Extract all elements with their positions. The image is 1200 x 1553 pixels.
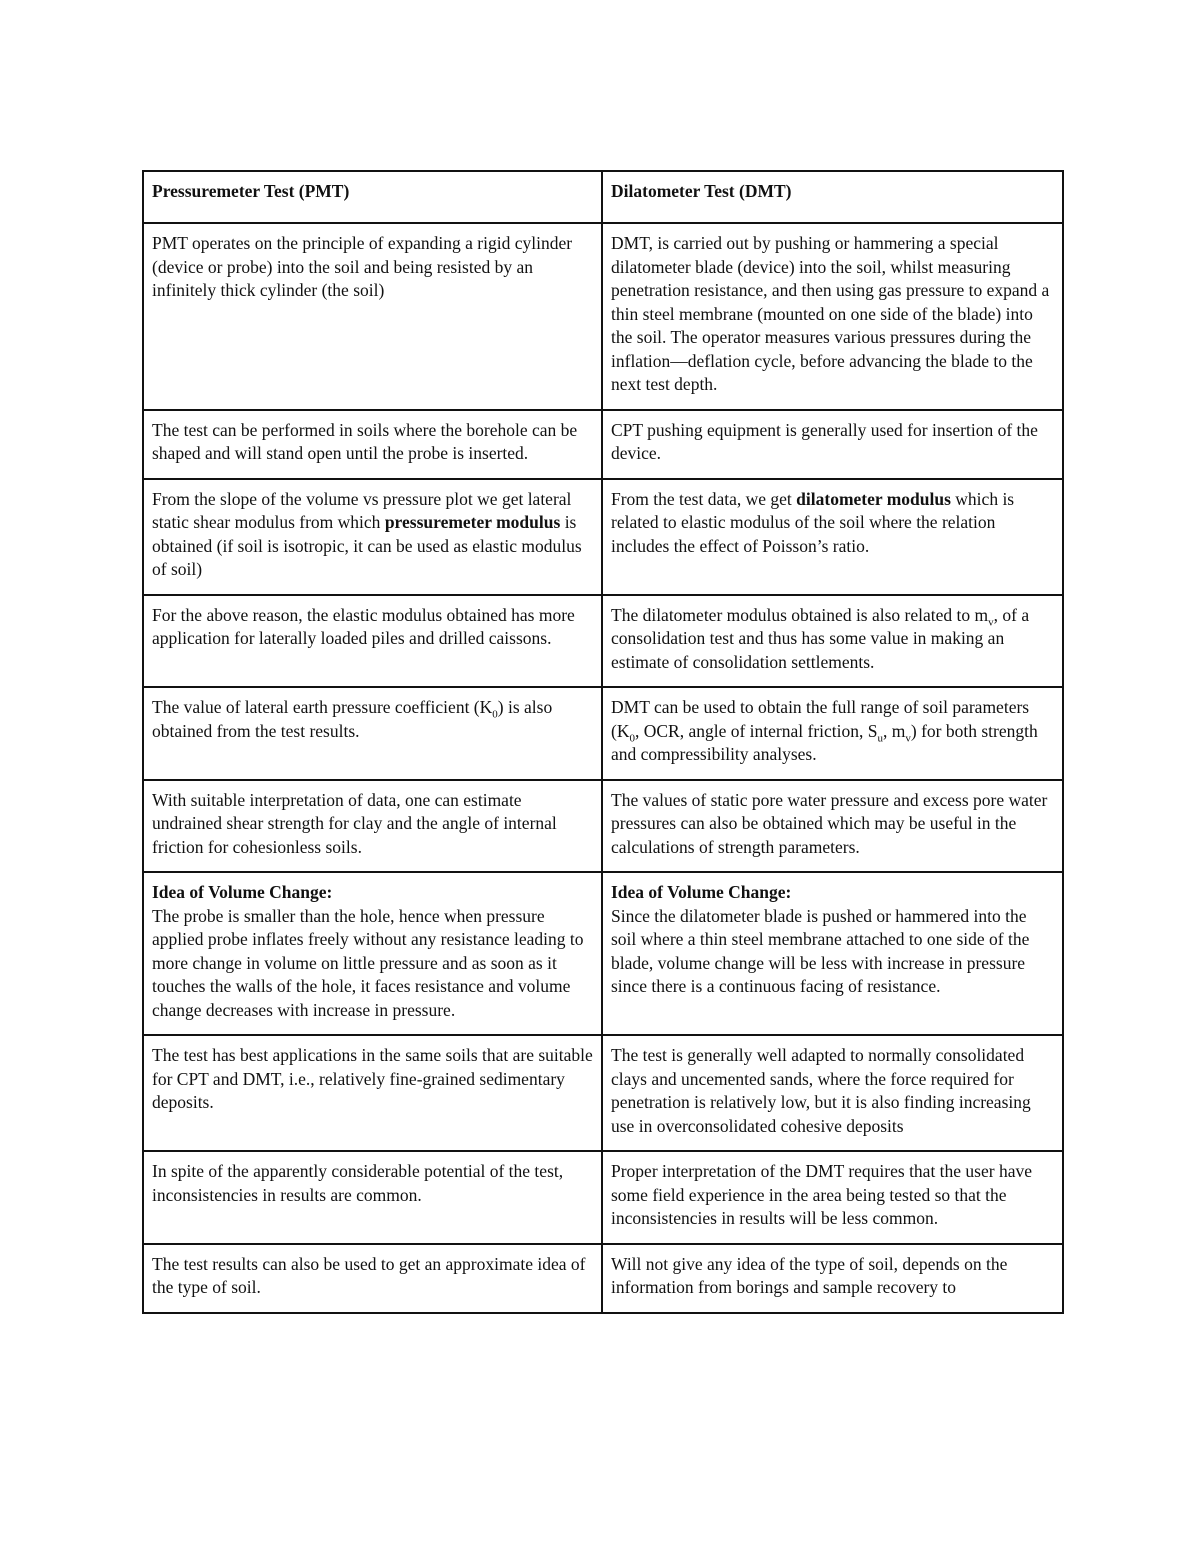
table-row bbox=[143, 223, 1063, 410]
cell-pmt: Idea of Volume Change: The probe is smaller than the hole, hence when pressure applied probe inflates freely without any resistance leading to more change in volume on little pressure and as soon as it touches the walls of the hole, it faces resistance and volume change decreases with increase in pressure. bbox=[143, 872, 602, 1035]
table-row bbox=[143, 872, 1063, 1035]
cell-dmt: The dilatometer modulus obtained is also related to $m_v$, of a consolidation test and thus has some value in making an estimate of consolidation settlements. bbox=[602, 595, 1063, 688]
volume-change-heading: Idea of Volume Change: bbox=[611, 882, 792, 902]
table-row bbox=[143, 479, 1063, 595]
cell-dmt: Idea of Volume Change: Since the dilatometer blade is pushed or hammered into the soil where a thin steel membrane attached to one side of the blade, volume change will be less with increase in pressure since there is a continuous facing of resistance. bbox=[602, 872, 1063, 1035]
cell-dmt: DMT, is carried out by pushing or hammering a special dilatometer blade (device) into the soil, whilst measuring penetration resistance, and then using gas pressure to expand a thin steel membrane (mounted on one side of the blade) into the soil. The operator measures various pressures during the inflation—deflation cycle, before advancing the blade to the next test depth. bbox=[602, 223, 1063, 410]
volume-change-heading: Idea of Volume Change: bbox=[152, 882, 333, 902]
cell-dmt: Will not give any idea of the type of soil, depends on the information from borings and sample recovery to bbox=[602, 1244, 1063, 1313]
cell-pmt: With suitable interpretation of data, one can estimate undrained shear strength for clay and the angle of internal friction for cohesionless soils. bbox=[143, 780, 602, 873]
cell-pmt: PMT operates on the principle of expanding a rigid cylinder (device or probe) into the soil and being resisted by an infinitely thick cylinder (the soil) bbox=[143, 223, 602, 410]
cell-pmt: For the above reason, the elastic modulus obtained has more application for laterally loaded piles and drilled caissons. bbox=[143, 595, 602, 688]
cell-pmt: From the slope of the volume vs pressure plot we get lateral static shear modulus from which pressuremeter modulus is obtained (if soil is isotropic, it can be used as elastic modulus of soil) bbox=[143, 479, 602, 595]
cell-dmt: CPT pushing equipment is generally used for insertion of the device. bbox=[602, 410, 1063, 479]
table-row bbox=[143, 1244, 1063, 1313]
cell-pmt: The value of lateral earth pressure coefficient $(K_0)$ is also obtained from the test results. bbox=[143, 687, 602, 780]
term-dilatometer-modulus: dilatometer modulus bbox=[796, 488, 951, 509]
table-row bbox=[143, 595, 1063, 688]
header-pmt: Pressuremeter Test (PMT) bbox=[143, 171, 602, 223]
table-row bbox=[143, 780, 1063, 873]
table-row bbox=[143, 410, 1063, 479]
cell-pmt: The test has best applications in the same soils that are suitable for CPT and DMT, i.e., relatively fine-grained sedimentary deposits. bbox=[143, 1035, 602, 1151]
cell-dmt: From the test data, we get dilatometer modulus which is related to elastic modulus of the soil where the relation includes the effect of Poisson’s ratio. bbox=[602, 479, 1063, 595]
table-row bbox=[143, 687, 1063, 780]
cell-dmt: Proper interpretation of the DMT requires that the user have some field experience in the area being tested so that the inconsistencies in results will be less common. bbox=[602, 1151, 1063, 1244]
cell-pmt: The test results can also be used to get an approximate idea of the type of soil. bbox=[143, 1244, 602, 1313]
header-dmt: Dilatometer Test (DMT) bbox=[602, 171, 1063, 223]
cell-pmt: The test can be performed in soils where the borehole can be shaped and will stand open until the probe is inserted. bbox=[143, 410, 602, 479]
cell-dmt: The test is generally well adapted to normally consolidated clays and uncemented sands, where the force required for penetration is relatively low, but it is also finding increasing use in overconsolidated cohesive deposits bbox=[602, 1035, 1063, 1151]
term-pressuremeter-modulus: pressuremeter modulus bbox=[384, 512, 561, 532]
comparison-table bbox=[142, 170, 1064, 1314]
table-header-row bbox=[143, 171, 1063, 223]
table-row bbox=[143, 1151, 1063, 1244]
cell-dmt: The values of static pore water pressure and excess pore water pressures can also be obtained which may be useful in the calculations of strength parameters. bbox=[602, 780, 1063, 873]
cell-pmt: In spite of the apparently considerable potential of the test, inconsistencies in results are common. bbox=[143, 1151, 602, 1244]
table-row bbox=[143, 1035, 1063, 1151]
cell-dmt: DMT can be used to obtain the full range of soil parameters ($K_0$, OCR, angle of internal friction, $S_u$, $m_v$) for both strength and compressibility analyses. bbox=[602, 687, 1063, 780]
